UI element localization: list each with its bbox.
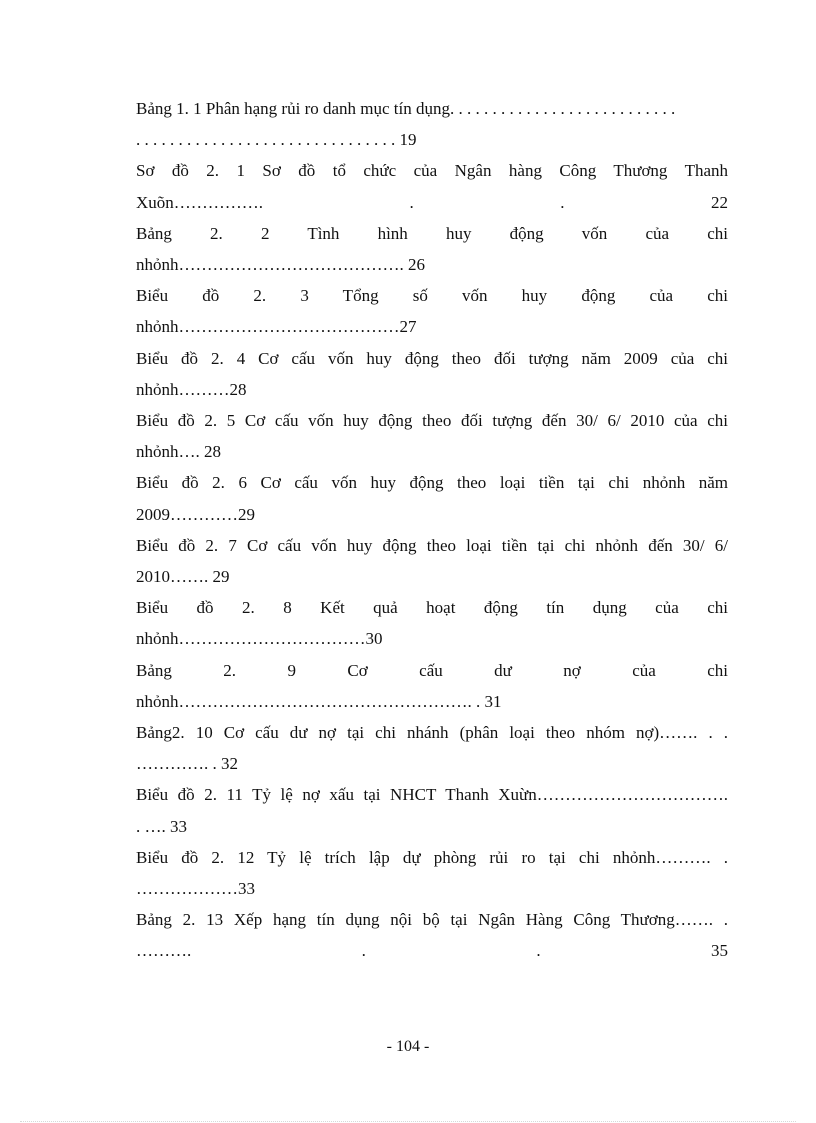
toc-entry-line1: Biểu đồ 2. 3 Tổng số vốn huy động của chi <box>136 286 728 306</box>
toc-entry-bieu-do-2-4 <box>136 343 728 405</box>
toc-entry-line2: nhỏnh…. 28 <box>136 442 221 462</box>
toc-entry-bang-2-9 <box>136 655 728 717</box>
toc-entry-bieu-do-2-3 <box>136 280 728 342</box>
toc-entry-line2: nhỏnh……………………………………………. . 31 <box>136 691 502 711</box>
toc-entry-bieu-do-2-8 <box>136 592 728 654</box>
toc-entry-line1: Bảng2. 10 Cơ cấu dư nợ tại chi nhánh (phân loại theo nhóm nợ)……. . . <box>136 723 728 743</box>
toc-entry-line1: Biểu đồ 2. 6 Cơ cấu vốn huy động theo loại tiền tại chi nhỏnh năm <box>136 473 728 493</box>
toc-entry-line2: Xuõn……………. . . 22 <box>136 192 728 212</box>
toc-entry-line2: …………. . 32 <box>136 754 238 774</box>
toc-entry-bieu-do-2-6 <box>136 467 728 529</box>
toc-entry-line2: ………. . . 35 <box>136 941 728 961</box>
toc-entry-line1: Biểu đồ 2. 7 Cơ cấu vốn huy động theo loại tiền tại chi nhỏnh đến 30/ 6/ <box>136 535 728 555</box>
toc-entry-line2: . …. 33 <box>136 816 187 836</box>
toc-entry-line1: Bảng 2. 9 Cơ cấu dư nợ của chi <box>136 660 728 680</box>
toc-entry-line1: Biểu đồ 2. 8 Kết quả hoạt động tín dụng của chi <box>136 598 728 618</box>
toc-entry-line1: Bảng 2. 2 Tình hình huy động vốn của chi <box>136 223 728 243</box>
toc-entry-line2: nhỏnh…………………………………27 <box>136 317 417 337</box>
toc-entry-bieu-do-2-11 <box>136 779 728 841</box>
toc-entry-line1: Bảng 1. 1 Phân hạng rủi ro danh mục tín dụng. . . . . . . . . . . . . . . . . . . . . . . . . . . <box>136 99 676 118</box>
toc-entry-line1: Biểu đồ 2. 4 Cơ cấu vốn huy động theo đối tượng năm 2009 của chi <box>136 348 728 368</box>
page-number: - 104 - <box>386 1038 430 1055</box>
toc-entry-bang-2-2 <box>136 218 728 280</box>
toc-entry-line2: nhỏnh…………………………………. 26 <box>136 255 425 275</box>
toc-entry-bang-1-1 <box>136 93 728 155</box>
toc-entry-line2: 2009…………29 <box>136 504 255 524</box>
toc-entry-line2: ………………33 <box>136 879 255 899</box>
toc-entry-line1: Sơ đồ 2. 1 Sơ đồ tổ chức của Ngân hàng Công Thương Thanh <box>136 161 728 181</box>
toc-entry-line2: nhỏnh……………………………30 <box>136 629 383 649</box>
toc-entry-bieu-do-2-12 <box>136 842 728 904</box>
toc-entry-bieu-do-2-7 <box>136 530 728 592</box>
toc-entry-line1: Bảng 2. 13 Xếp hạng tín dụng nội bộ tại Ngân Hàng Công Thương……. . <box>136 910 728 930</box>
toc-entry-line1: Biểu đồ 2. 5 Cơ cấu vốn huy động theo đối tượng đến 30/ 6/ 2010 của chi <box>136 411 728 431</box>
toc-entry-line2: . . . . . . . . . . . . . . . . . . . . . . . . . . . . . . . 19 <box>136 130 417 150</box>
toc-entry-line1: Biểu đồ 2. 12 Tỷ lệ trích lập dự phòng rủi ro tại chi nhỏnh………. . <box>136 847 728 867</box>
list-of-figures-and-tables <box>136 93 728 967</box>
toc-entry-line2: nhỏnh………28 <box>136 379 247 399</box>
toc-entry-line2: 2010……. 29 <box>136 567 230 587</box>
toc-entry-bang-2-13 <box>136 904 728 966</box>
bottom-dotted-rule <box>20 1121 796 1122</box>
toc-entry-bieu-do-2-5 <box>136 405 728 467</box>
toc-entry-bang-2-10 <box>136 717 728 779</box>
toc-entry-line1: Biểu đồ 2. 11 Tỷ lệ nợ xấu tại NHCT Thanh Xuừn……………………………. <box>136 785 728 805</box>
toc-entry-so-do-2-1 <box>136 155 728 217</box>
